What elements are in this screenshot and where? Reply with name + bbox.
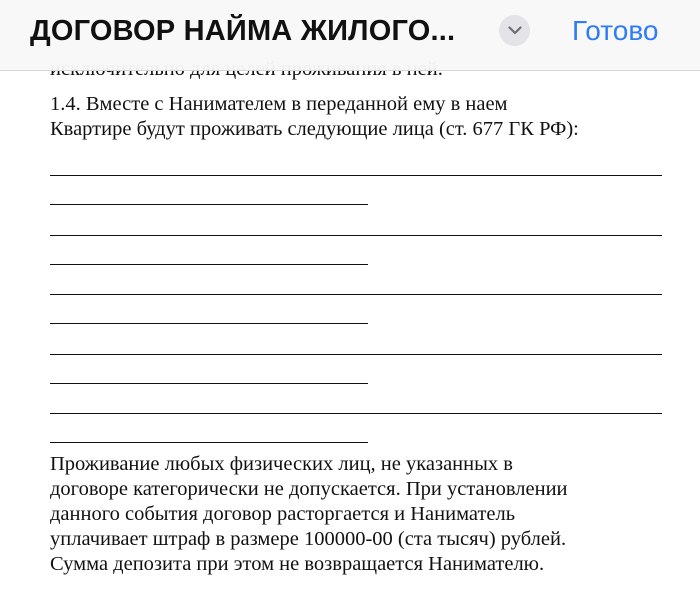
blank-line-short bbox=[50, 323, 368, 324]
final-paragraph-line: Проживание любых физических лиц, не указанных в bbox=[50, 453, 513, 475]
blank-line-full bbox=[50, 235, 662, 236]
final-paragraph-line: Сумма депозита при этом не возвращается Нанимателю. bbox=[50, 553, 545, 575]
top-navigation-bar bbox=[0, 0, 700, 71]
clause-1-4 bbox=[50, 92, 670, 142]
chevron-down-icon bbox=[508, 26, 522, 35]
blank-line-full bbox=[50, 294, 662, 295]
blank-line-full bbox=[50, 354, 662, 355]
blank-line-full bbox=[50, 175, 662, 176]
final-paragraph-line: договоре категорически не допускается. При установлении bbox=[50, 478, 568, 500]
document-title: ДОГОВОР НАЙМА ЖИЛОГО... bbox=[30, 15, 456, 47]
blank-line-short bbox=[50, 383, 368, 384]
final-paragraph-line: уплачивает штраф в размере 100000-00 (ста тысяч) рублей. bbox=[50, 528, 567, 550]
final-paragraph bbox=[50, 452, 670, 577]
expand-title-button[interactable] bbox=[499, 15, 530, 46]
blank-line-short bbox=[50, 204, 368, 205]
final-paragraph-line: данного события договор расторгается и Наниматель bbox=[50, 503, 516, 525]
clause-1-4-line: 1.4. Вместе с Нанимателем в переданной ему в наем bbox=[50, 93, 508, 115]
blank-line-short bbox=[50, 264, 368, 265]
blank-line-full bbox=[50, 413, 662, 414]
blank-line-short bbox=[50, 442, 368, 443]
clause-1-4-line: Квартире будут проживать следующие лица (ст. 677 ГК РФ): bbox=[50, 118, 579, 140]
done-button[interactable]: Готово bbox=[572, 15, 659, 46]
